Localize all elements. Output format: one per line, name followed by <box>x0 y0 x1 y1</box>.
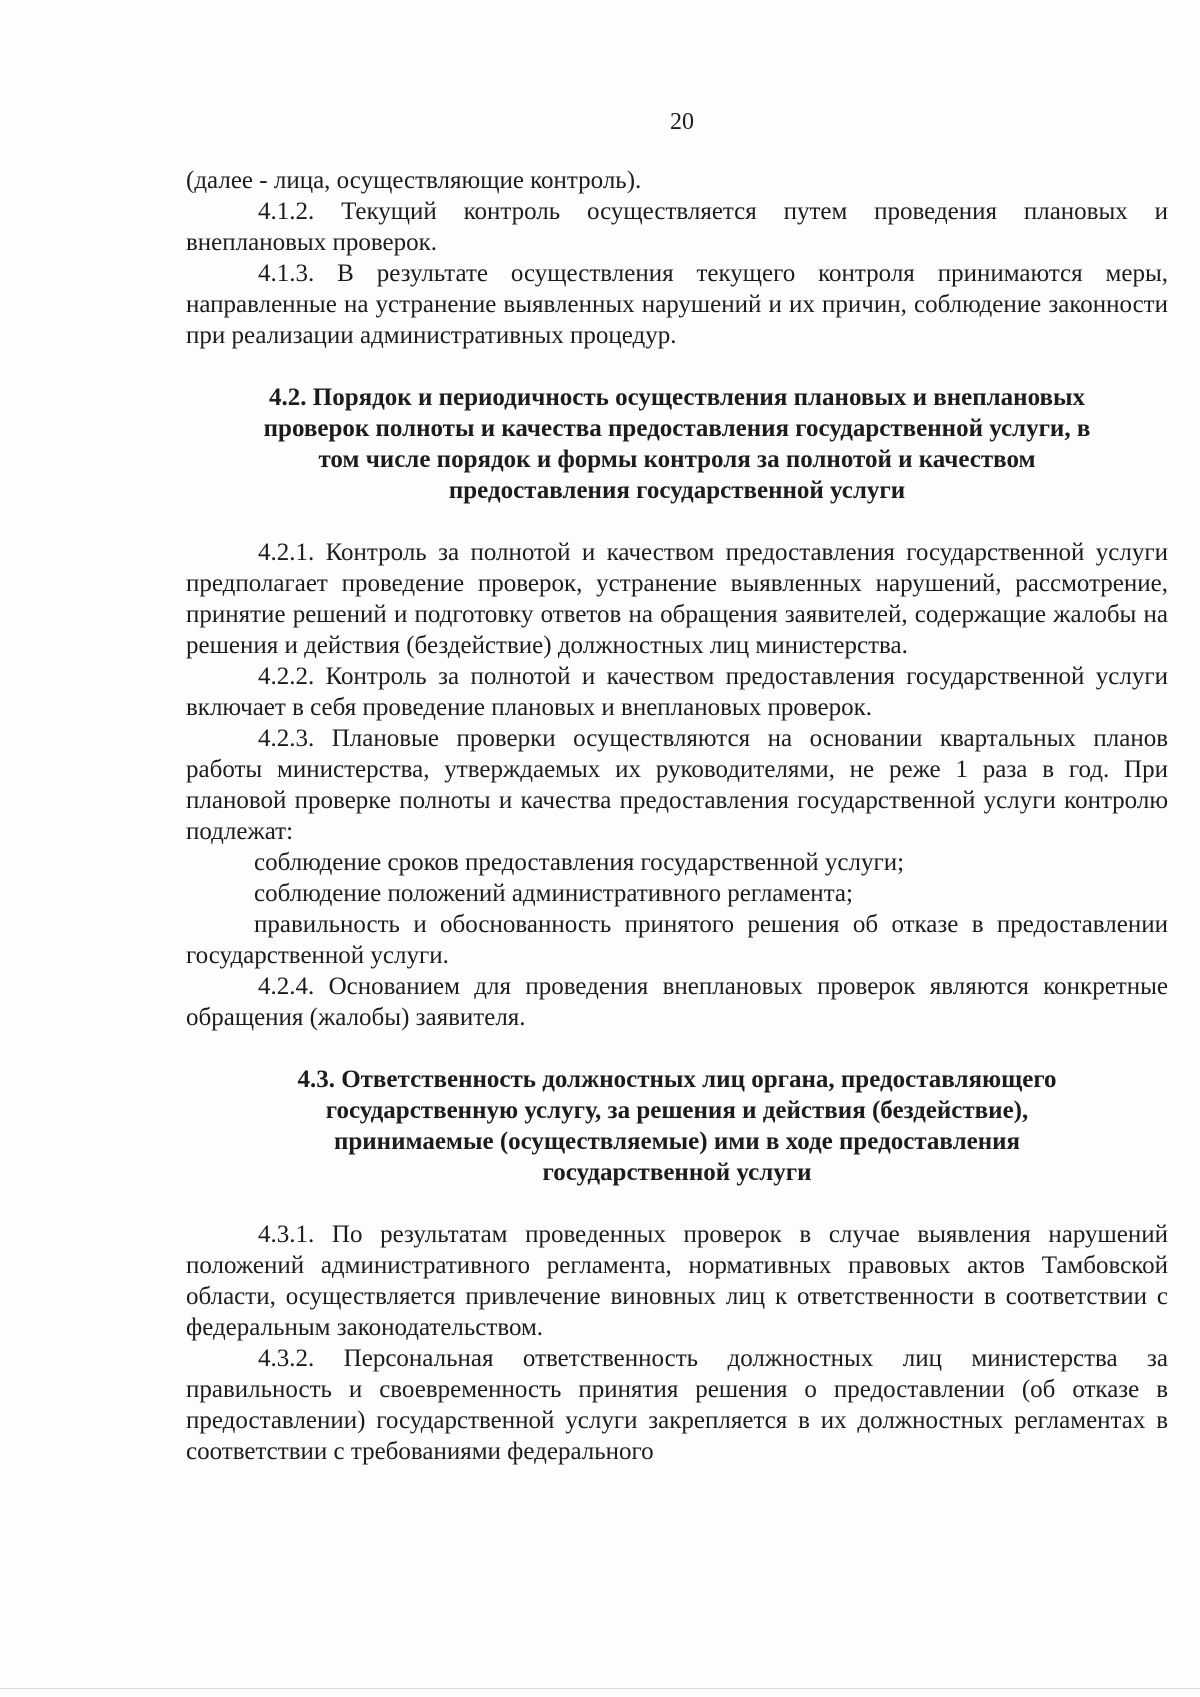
heading-line: 4.3. Ответственность должностных лиц органа, предоставляющего <box>297 1066 1057 1093</box>
heading-line: государственной услуги <box>542 1159 812 1186</box>
heading-line: принимаемые (осуществляемые) ими в ходе предоставления <box>333 1128 1021 1155</box>
paragraph-4-2-3: 4.2.3. Плановые проверки осуществляются на основании квартальных планов работы министерства, утверждаемых их руководителями, не реже 1 раза в год. При плановой проверке полноты и качества предоставления государственной услуги контролю подлежат: <box>186 725 1168 845</box>
list-item: соблюдение сроков предоставления государственной услуги; <box>254 849 905 876</box>
paragraph-4-2-1: 4.2.1. Контроль за полнотой и качеством предоставления государственной услуги предполагает проведение проверок, устранение выявленных нарушений, рассмотрение, принятие решений и подготовку ответов на обращения заявителей, содержащие жалобы на решения и действия (бездействие) должностных лиц министерства. <box>186 539 1168 659</box>
paragraph-4-2-2: 4.2.2. Контроль за полнотой и качеством предоставления государственной услуги включает в себя проведение плановых и внеплановых проверок. <box>186 663 1168 721</box>
heading-line: 4.2. Порядок и периодичность осуществления плановых и внеплановых <box>269 384 1085 411</box>
list-item: соблюдение положений административного регламента; <box>254 880 853 907</box>
scan-edge-line <box>0 1688 1200 1689</box>
section-heading-4-2 <box>186 382 1168 506</box>
document-body <box>186 165 1168 1467</box>
list-item: правильность и обоснованность принятого решения об отказе в предоставлении государственной услуги. <box>186 911 1168 969</box>
heading-line: государственную услугу, за решения и действия (бездействие), <box>325 1097 1029 1124</box>
paragraph-4-1-3: 4.1.3. В результате осуществления текущего контроля принимаются меры, направленные на устранение выявленных нарушений и их причин, соблюдение законности при реализации административных процедур. <box>186 260 1168 349</box>
paragraph-continuation: (далее - лица, осуществляющие контроль). <box>186 167 642 194</box>
paragraph-4-3-1: 4.3.1. По результатам проведенных проверок в случае выявления нарушений положений административного регламента, нормативных правовых актов Тамбовской области, осуществляется привлечение виновных лиц к ответственности в соответствии с федеральным законодательством. <box>186 1221 1168 1341</box>
section-heading-4-3 <box>186 1064 1168 1188</box>
heading-line: проверок полноты и качества предоставления государственной услуги, в <box>263 415 1091 442</box>
heading-line: том числе порядок и формы контроля за полнотой и качеством <box>318 446 1036 473</box>
paragraph-4-1-2: 4.1.2. Текущий контроль осуществляется путем проведения плановых и внеплановых проверок. <box>186 198 1168 256</box>
page-number: 20 <box>670 109 694 135</box>
paragraph-4-2-4: 4.2.4. Основанием для проведения внеплановых проверок являются конкретные обращения (жалобы) заявителя. <box>186 973 1168 1031</box>
heading-line: предоставления государственной услуги <box>448 477 906 504</box>
paragraph-4-3-2: 4.3.2. Персональная ответственность должностных лиц министерства за правильность и своевременность принятия решения о предоставлении (об отказе в предоставлении) государственной услуги закрепляется в их должностных регламентах в соответствии с требованиями федерального <box>186 1345 1168 1465</box>
